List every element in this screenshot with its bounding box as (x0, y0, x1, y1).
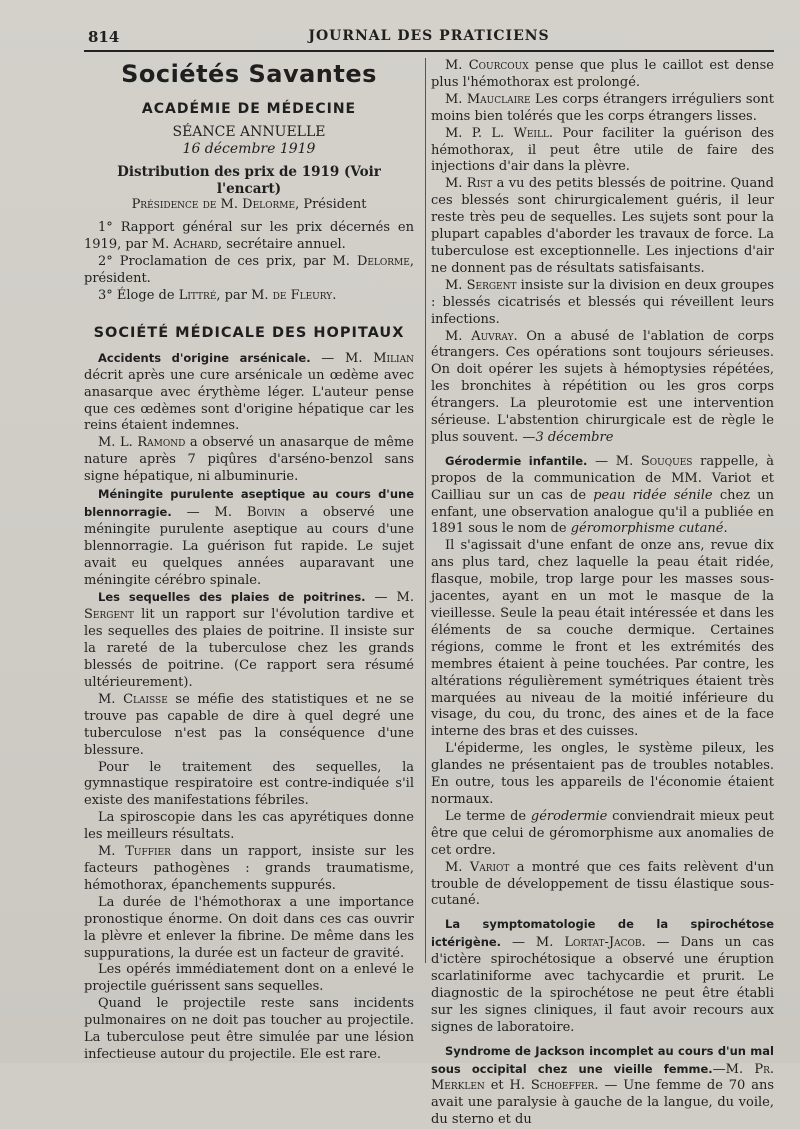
header-rule (84, 50, 774, 52)
paragraph: Méningite purulente aseptique au cours d'une blennorragie. — M. Boivin a observé une méningite purulente aseptique au cours d'une blennorragie. La guérison fut rapide. Le sujet avait eu quelques années auparavant une méningite cérébro spinale. (84, 487, 414, 588)
running-head (84, 26, 774, 48)
paragraph: La spiroscopie dans les cas apyrétiques donne les meilleurs résultats. (84, 810, 414, 843)
agenda-item-3: 3° Éloge de Littré, par M. de Fleury. (98, 287, 337, 303)
agenda-list (84, 220, 414, 305)
agenda-item-2: 2° Proclamation de ces prix, par M. Delorme, président. (84, 254, 414, 287)
paragraph: M. Variot a montré que ces faits relèvent d'un trouble de développement de tissu élastique sous-cutané. (431, 859, 774, 909)
paragraph: Quand le projectile reste sans incidents pulmonaires on ne doit pas toucher au projectile. La tuberculose peut être simulée par une lésion infectieuse autour du projectile. Ele est rare. (84, 996, 414, 1062)
paragraph: Gérodermie infantile. — M. Souques rappelle, à propos de la communication de MM. Variot et Cailliau sur un cas de peau ridée sénile chez un enfant, une observation analogue qu'il a publiée en 1891 sous le nom de géromorphisme cutané. (431, 453, 775, 537)
paragraph: Accidents d'origine arsénicale. — M. Milian décrit après une cure arsénicale un œdème avec anasarque avec érythème léger. L'auteur pense que ces œdèmes sont d'origine hépatique car les reins étaient indemnes. (84, 350, 414, 434)
paragraph: M. L. Ramond a observé un anasarque de même nature après 7 piqûres d'arséno-benzol sans signe hépatique, ni albuminurie. (84, 435, 414, 485)
paragraph: M. Mauclaire Les corps étrangers irréguliers sont moins bien tolérés que les corps étrangers lisses. (431, 91, 775, 124)
paragraph: L'épiderme, les ongles, le système pileux, les glandes ne présentaient pas de troubles notables. En outre, tous les appareils de l'économie étaient normaux. (431, 741, 774, 807)
paragraph: La symptomatologie de la spirochétose ictérigène. — M. Lortat-Jacob. — Dans un cas d'ictère spirochétosique a observé une éruption scarlatiniforme avec tachycardie et prurit. Le diagnostic de la spirochétose ne peut être établi sur les signes cliniques, il faut avoir recours aux signes de laboratoire. (431, 917, 775, 1035)
paragraph: Le terme de gérodermie conviendrait mieux peut être que celui de géromorphisme aux anomalies de cet ordre. (431, 808, 774, 858)
paragraph: La durée de l'hémothorax a une importance pronostique énorme. On doit dans ces cas ouvrir la plèvre et enlever la fibrine. De même dans les suppurations, la durée est un facteur de gravité. (84, 894, 414, 961)
paragraph: M. Courcoux pense que plus le caillot est dense plus l'hémothorax est prolongé. (431, 58, 774, 90)
distribution-line: Distribution des prix de 1919 (Voir l'encart) (117, 163, 381, 197)
seance-date: 16 décembre 1919 (182, 140, 316, 157)
paragraph: M. Sergent insiste sur la division en deux groupes : blessés cicatrisés et blessés qui réveillent leurs infections. (431, 277, 774, 327)
paragraph: Il s'agissait d'une enfant de onze ans, revue dix ans plus tard, chez laquelle la peau était ridée, flasque, mobile, trop large pour les masses sous-jacentes, ayant en un mot le masque de la vieillesse. Seule la peau était intéressée et dans les éléments de sa couche dermique. Certaines régions, comme le front et les extrémités des membres étaient à peine touchées. Par contre, les altérations régulièrement symétriques étaient très marquées au niveau de la moitié inférieure du visage, du cou, du tronc, des aines et de la face interne des bras et des cuisses. (431, 538, 774, 740)
agenda-item-1: 1° Rapport général sur les prix décernés en 1919, par M. Achard, secrétaire annuel. (84, 220, 414, 253)
right-column (431, 58, 775, 1128)
page-number: 814 (88, 28, 120, 46)
seance-title: SÉANCE ANNUELLE (172, 123, 326, 140)
paragraph: Syndrome de Jackson incomplet au cours d'un mal sous occipital chez une vieille femme.—M. Pr. Merklen et H. Schoeffer. — Une femme de 70 ans avait une paralysie à gauche de la langue, du voile, du sterno et du (431, 1043, 774, 1128)
paragraph: Pour le traitement des sequelles, la gymnastique respiratoire est contre-indiquée s'il existe des manifestations fébriles. (84, 759, 414, 809)
paragraph: M. Auvray. On a abusé de l'ablation de corps étrangers. Ces opérations sont toujours sérieuses. On doit opérer les sujets à hémoptysies répétées, les bronchites à répétition ou les gros corps étrangers. La pleurotomie est une intervention sérieuse. L'abstention chirurgicale est de règle le plus souvent. —3 décembre (431, 328, 774, 445)
column-divider (425, 58, 426, 963)
presidence-line: Présidence de M. Delorme, Président (131, 197, 367, 213)
paragraph: M. Tuffier dans un rapport, insiste sur les facteurs pathogènes : grands traumatisme, hémothorax, épanchements suppurés. (84, 844, 414, 893)
paragraph: M. Rist a vu des petits blessés de poitrine. Quand ces blessés sont chirurgicalement guéris, il leur reste très peu de sequelles. Les sujets sont pour la plupart capables d'aborder les travaux de force. La tuberculose est exceptionnelle. Les injections d'air ne donnent pas de résultats satisfaisants. (431, 176, 774, 276)
paragraph: Les opérés immédiatement dont on a enlevé le projectile guérissent sans sequelles. (84, 962, 414, 995)
academie-heading: ACADÉMIE DE MÉDECINE (141, 100, 357, 117)
section-title: Sociétés Savantes (121, 60, 377, 88)
paragraph: M. Claisse se méfie des statistiques et ne se trouve pas capable de dire à quel degré une tuberculose n'est pas la conséquence d'une blessure. (84, 691, 414, 758)
smh-heading: SOCIÉTÉ MÉDICALE DES HOPITAUX (93, 324, 405, 341)
left-column (84, 58, 414, 1062)
journal-title: JOURNAL DES PRATICIENS (308, 28, 550, 44)
paragraph: M. P. L. Weill. Pour faciliter la guérison des hémothorax, il peut être utile de faire des injections d'air dans la plèvre. (431, 125, 774, 175)
paragraph: Les sequelles des plaies de poitrines. — M. Sergent lit un rapport sur l'évolution tardive et les sequelles des plaies de poitrine. Il insiste sur la rareté de la tuberculose chez les grands blessés de poitrine. (Ce rapport sera résumé ultérieurement). (84, 590, 414, 690)
